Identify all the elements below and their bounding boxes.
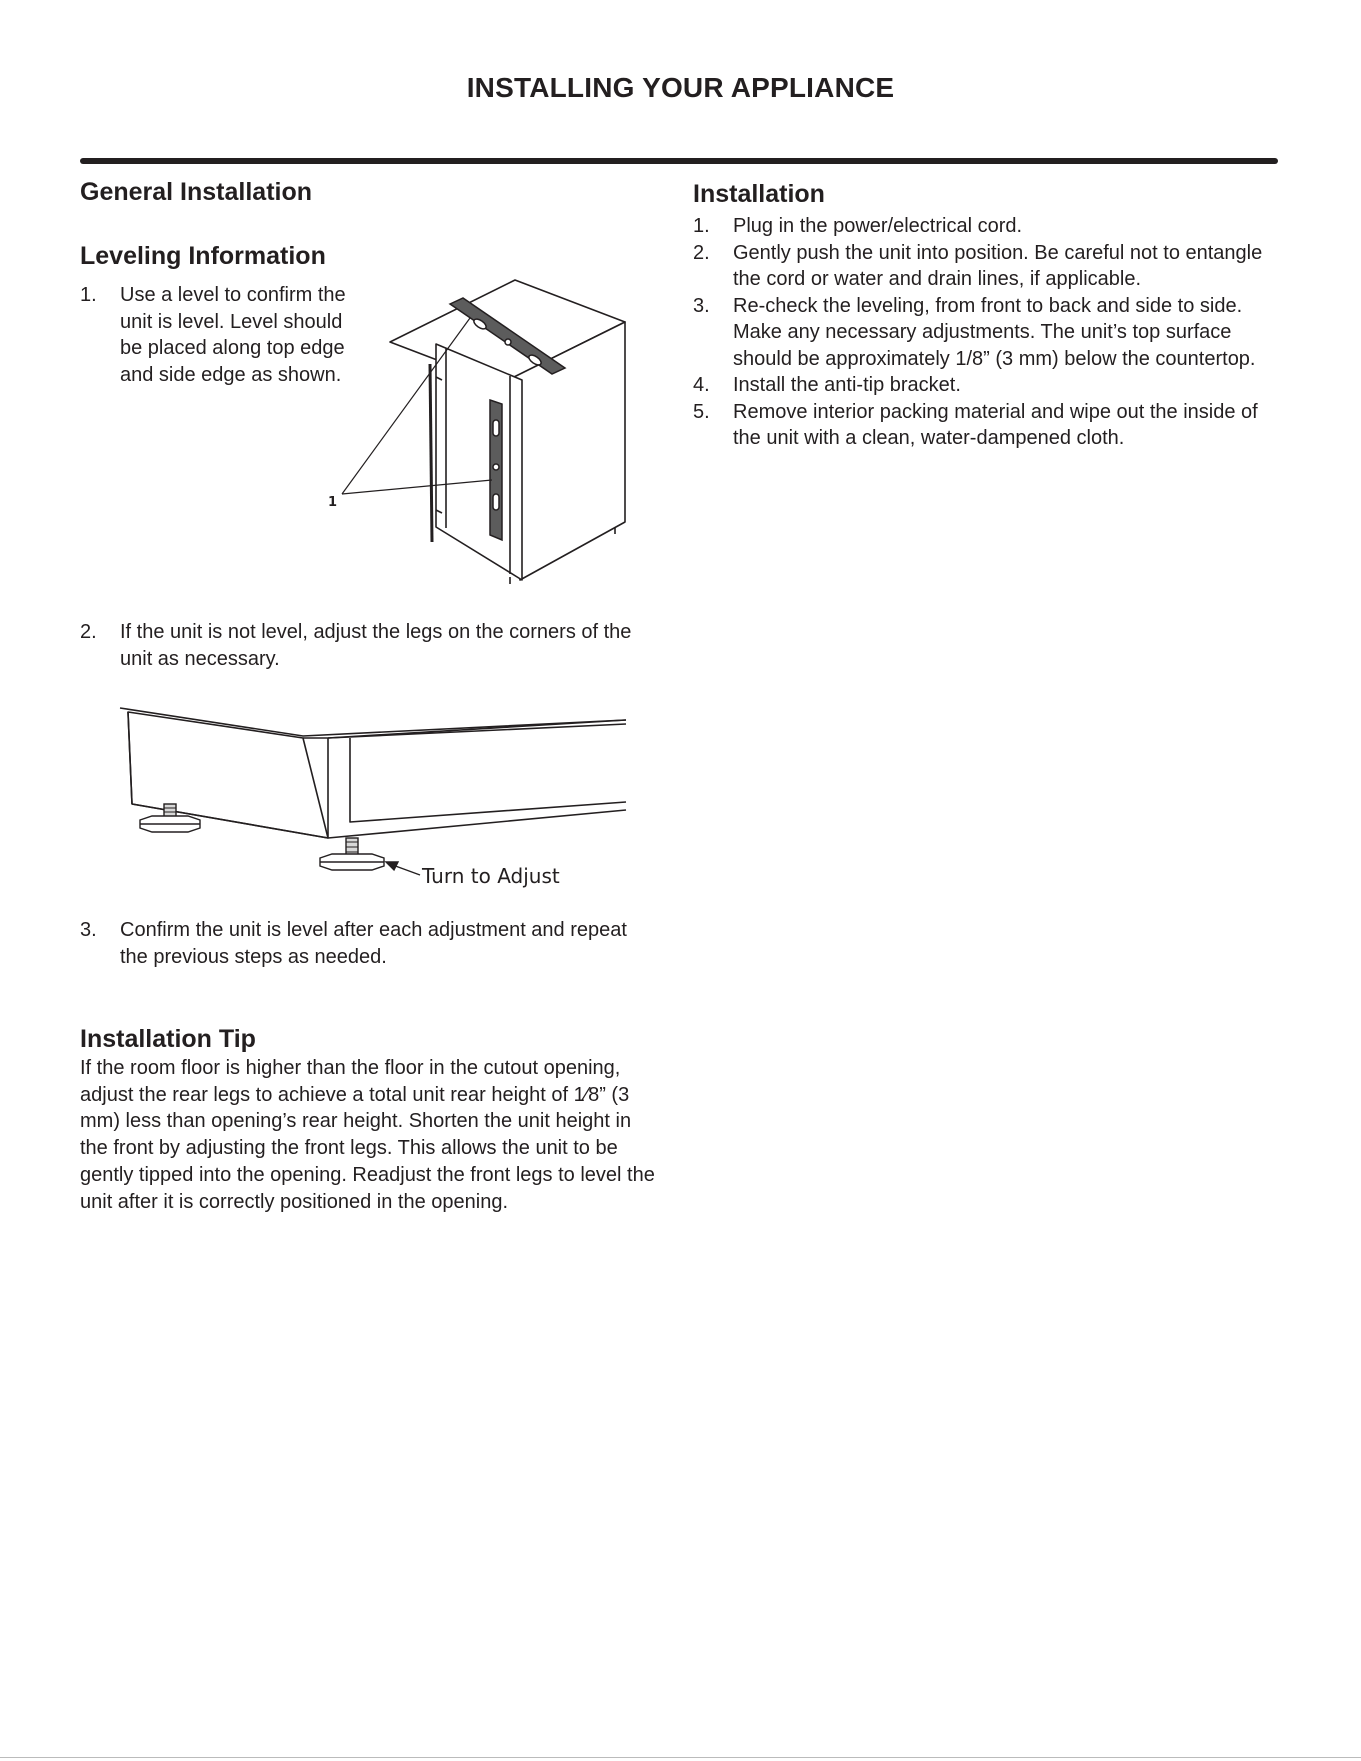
leveling-step-3-list — [80, 917, 660, 970]
general-installation-heading: General Installation — [80, 178, 313, 206]
step-number: 2. — [693, 241, 710, 264]
step-number: 5. — [693, 400, 710, 423]
leveling-information-heading: Leveling Information — [80, 242, 326, 270]
installation-step — [693, 399, 1283, 452]
level-placement-illustration — [328, 272, 640, 590]
step-number: 3. — [80, 919, 97, 941]
installation-step — [693, 293, 1283, 373]
callout-number: 1 — [328, 495, 338, 510]
step-number: 1. — [693, 215, 710, 237]
leveling-step-1 — [80, 282, 370, 388]
installation-step — [693, 213, 1283, 240]
page-bottom-edge — [0, 1757, 1361, 1758]
step-text: Gently push the unit into position. Be careful not to entangle the cord or water and drain lines, if applicable. — [733, 241, 1263, 290]
leveling-step-3 — [80, 917, 660, 970]
step-number: 2. — [80, 621, 97, 643]
step-number: 1. — [80, 284, 97, 306]
installation-step — [693, 240, 1283, 293]
turn-to-adjust-label: Turn to Adjust — [422, 864, 560, 888]
installation-heading: Installation — [693, 180, 825, 208]
step-text: Confirm the unit is level after each adjustment and repeat the previous steps as needed. — [120, 919, 627, 968]
page-title: INSTALLING YOUR APPLIANCE — [466, 72, 895, 103]
leveling-step-2 — [80, 619, 660, 672]
step-text: Install the anti-tip bracket. — [733, 374, 961, 396]
section-divider — [80, 158, 1278, 164]
step-number: 4. — [693, 374, 710, 396]
step-text: Remove interior packing material and wipe out the inside of the unit with a clean, water-dampened cloth. — [733, 400, 1258, 449]
installation-step — [693, 372, 1283, 399]
step-number: 3. — [693, 294, 710, 317]
leveling-legs-illustration — [118, 700, 628, 900]
step-text: If the unit is not level, adjust the legs on the corners of the unit as necessary. — [120, 621, 632, 670]
installation-tip-text: If the room floor is higher than the floor in the cutout opening, adjust the rear legs to achieve a total unit rear height of 1⁄8” (3 mm) less than opening’s rear height. Shorten the unit height in the front by adjusting the front legs. This allows the unit to be gently tipped into the opening. Readjust the front legs to level the unit after it is correctly positioned in the opening. — [80, 1057, 655, 1213]
step-text: Re-check the leveling, from front to back and side to side. Make any necessary adjustments. The unit’s top surface should be approximately 1/8” (3 mm) below the countertop. — [733, 294, 1256, 370]
step-text: Use a level to confirm the unit is level. Level should be placed along top edge and side edge as shown. — [120, 284, 346, 386]
step-text: Plug in the power/electrical cord. — [733, 215, 1023, 237]
installation-steps-list — [693, 213, 1283, 452]
installation-tip-heading: Installation Tip — [80, 1025, 256, 1053]
leveling-step-2-list — [80, 619, 660, 672]
leveling-step-1-list — [80, 282, 370, 388]
